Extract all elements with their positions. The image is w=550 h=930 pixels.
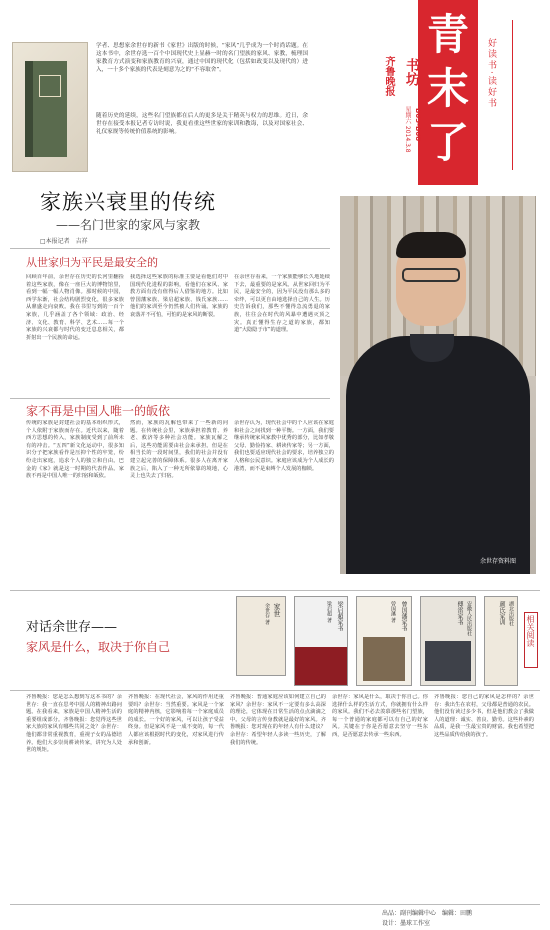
dialogue-rule	[10, 690, 540, 691]
book-cover-spine	[25, 61, 33, 157]
dialogue-col3: 齐鲁晚报：普通家庭应该如何建立自己的家风？余世存：家风不一定要有多么高深的理论，它体现在日常生活的点点滴滴之中。父母的言传身教就是最好的家风。齐鲁晚报：您对现在的年轻人有什么建议？余世存：希望年轻人多读一些历史，了解我们的传统。	[230, 694, 326, 746]
dialogue-title: 对话余世存——	[26, 620, 118, 635]
dialogue-col1: 齐鲁晚报：您是怎么想到写这本书的？余世存：我一直在思考中国人的精神出路问题。在我看来，家族是中国人精神生活的重要组成部分。齐鲁晚报：您觉得这些世家大族的家风有哪些共同之处？余世存：他们都非常重视教育，重视子女的品德培养。他们大多崇尚耕读传家，讲究为人处世的规矩。	[26, 694, 122, 754]
masthead-title-3: 了	[426, 118, 469, 167]
related-book-1	[236, 596, 286, 676]
related-book-1-title: 家世	[273, 603, 281, 617]
masthead-slogan: 好读书·读好书	[486, 38, 496, 109]
related-book-4-title: 安徽人民出版社	[466, 601, 472, 636]
book-cover-image	[12, 42, 88, 172]
masthead-title-1: 青	[426, 10, 469, 59]
section1-col3: 在余世存看来，一个家族能够长久地延续下去，最重要的是家风。从世家回归为平民，是最安全的，因为平民没有那么多的牵绊，可以更自由地选择自己的人生。历史告诉我们，那些不懂得急流勇退的家族，往往会在时代的风暴中遭遇灭顶之灾。真正懂得生存之道的家族，都知道“大隐隐于市”的道理。	[234, 274, 330, 334]
intro-paragraph-2: 随着历史的延续，这些名门望族都在后人的更多是关于精英与权力的思维。近日，余世存在接受本报记者专访时说，我更看重这些世家的家训和教诲，以及对国家社会、礼仪家规等传统价值系统的影响。	[96, 113, 308, 135]
person-hair	[396, 232, 466, 258]
dialogue-col4: 余世存：家风是什么，取决于你自己。你选择什么样的生活方式，你就拥有什么样的家风。我们不必去羡慕那些名门望族，每一个普通的家庭都可以有自己的好家风。关键在于你是否愿意去坚守一些东西，是否愿意去传承一些东西。	[332, 694, 428, 738]
related-book-2-band	[295, 647, 347, 685]
related-book-4	[420, 596, 476, 686]
masthead-side-rule	[512, 20, 513, 170]
related-book-2-title: 梁启超家书	[336, 601, 343, 631]
related-book-3-art	[363, 637, 405, 681]
dialogue-subtitle: 家风是什么，取决于你自己	[26, 640, 171, 654]
section2-col1: 传统的家族是封建社会的基本组织形式，个人依附于家族而存在。近代以来，随着西方思想的传入，家族制度受到了前所未有的冲击。“五四”新文化运动中，很多知识分子把家族看作是压抑个性的牢笼，纷纷走出家庭，追求个人的独立和自由。巴金的《家》就是这一时期的代表作品。家族不再是中国人唯一的归宿和皈依。	[26, 420, 124, 480]
related-book-3-title: 曾国藩家书	[400, 601, 407, 631]
person-body	[346, 336, 530, 574]
related-book-5-title: 湖北出版社	[508, 601, 514, 626]
masthead-paper-name: 齐鲁晚报	[383, 56, 394, 96]
section1-col2: 我选择这些家族的标准主要是看他们对中国现代化进程的影响，看他们在家风、家教方面有没有值得后人借鉴的地方。比如曾国藩家族、梁启超家族、钱氏家族……他们的家训至今仍然被人们传诵。家族的衰落并不可怕，可怕的是家风的断裂。	[130, 274, 228, 318]
dialogue-col5: 齐鲁晚报：您自己的家风是怎样的？余世存：我出生在农村，父母都是普通的农民。他们没有读过多少书，但是他们教会了我做人的道理：诚实、善良、勤劳。这些朴素的品质，是我一生最宝贵的财富。我也希望把这些品质传给我的孩子。	[434, 694, 534, 738]
masthead-title-2: 末	[426, 64, 469, 113]
related-book-4-author: 傅雷家书	[456, 601, 463, 625]
section2-title: 家不再是中国人唯一的皈依	[26, 404, 171, 418]
section2-col2: 然而，家族的瓦解也带来了一些新的问题。在传统社会里，家族承担着教育、养老、救济等多种社会功能。家族瓦解之后，这些功能需要由社会来承担。但是在相当长的一段时间里，我们的社会并没有建立起完善的保障体系。很多人在离开家族之后，陷入了一种无所依靠的境地，心灵上也失去了归宿。	[130, 420, 228, 480]
headline-main: 家族兴衰里的传统	[40, 190, 216, 214]
related-book-3-author: 曾国藩 著	[390, 601, 396, 623]
related-book-2-author: 梁启超 著	[326, 601, 332, 623]
section2-rule	[10, 398, 330, 399]
footer-credit-1: 出品：副刊编辑中心 编辑：田鹏	[382, 910, 473, 917]
related-book-4-art	[425, 641, 471, 681]
related-label: 相关阅读	[524, 612, 538, 668]
related-book-3	[356, 596, 412, 686]
masthead-pages: B05-B08	[414, 108, 422, 142]
footer-rule	[10, 904, 540, 905]
masthead-section: 书坊	[404, 58, 420, 86]
related-book-5	[484, 596, 518, 686]
footer-credit-2: 设计：墨球工作室	[382, 920, 431, 927]
related-book-5-author: 颜氏家训	[498, 601, 505, 625]
related-book-2	[294, 596, 348, 686]
byline: □本报记者 吉祥	[40, 238, 88, 245]
section1-title: 从世家归为平民是最安全的	[26, 256, 158, 269]
intro-paragraph-1: 学者、思想家余世存的新书《家世》出版的时候，“家风”几乎成为一个时尚话题。在这本书中，余世存选一百个中国现代史上显赫一时的名门望族的家风、家教，梳理国家教育方式演变和家族教育的兴衰，通过中国的现代化（包括如政变以及现代的）进入，一十多个家族的代表是刻意为之的“不容取舍”。	[96, 43, 308, 73]
book-cover-label	[39, 75, 61, 97]
related-top-rule	[10, 590, 540, 591]
byline-rule	[10, 248, 330, 249]
dialogue-col2: 齐鲁晚报：在现代社会，家风的作用还重要吗？余世存：当然重要。家风是一个家庭的精神内核，它影响着每一个家庭成员的成长。一个好的家风，可以让孩子受益终身。但是家风不是一成不变的，每一代人都应该根据时代的变化，对家风进行传承和创新。	[128, 694, 224, 746]
headline-sub: ——名门世家的家风与家教	[56, 218, 201, 232]
masthead-date: 星期六 2014.3.8	[404, 106, 411, 153]
person-glasses	[402, 268, 460, 282]
section2-col3: 余世存认为，现代社会中的个人应该在家庭和社会之间找到一种平衡。一方面，我们要继承传统家风家教中优秀的部分，比如孝敬父母、勤俭持家、耕读传家等；另一方面，我们也要适应现代社会的要求，培养独立的人格和公民意识。家庭应该成为个人成长的港湾，而不是束缚个人发展的枷锁。	[234, 420, 334, 472]
portrait-photo	[340, 196, 536, 574]
photo-caption: 余世存资料图	[480, 558, 517, 565]
section1-col1: 回顾百年前，余世存在历史的长河里翻捡着这些家族，像在一座巨大的博物馆里，看到一幅一幅人物肖像。那时候的中国，西学东渐，社会结构剧烈变化，很多家族从鼎盛走向衰败。我在书里写到的一百个家族，几乎涵盖了各个领域：政治、经济、文化、教育、科学、艺术……每一个家族的兴衰都与时代的变迁息息相关，都折射出一个民族的命运。	[26, 274, 124, 341]
related-book-1-author: 余世存 著	[264, 603, 270, 625]
